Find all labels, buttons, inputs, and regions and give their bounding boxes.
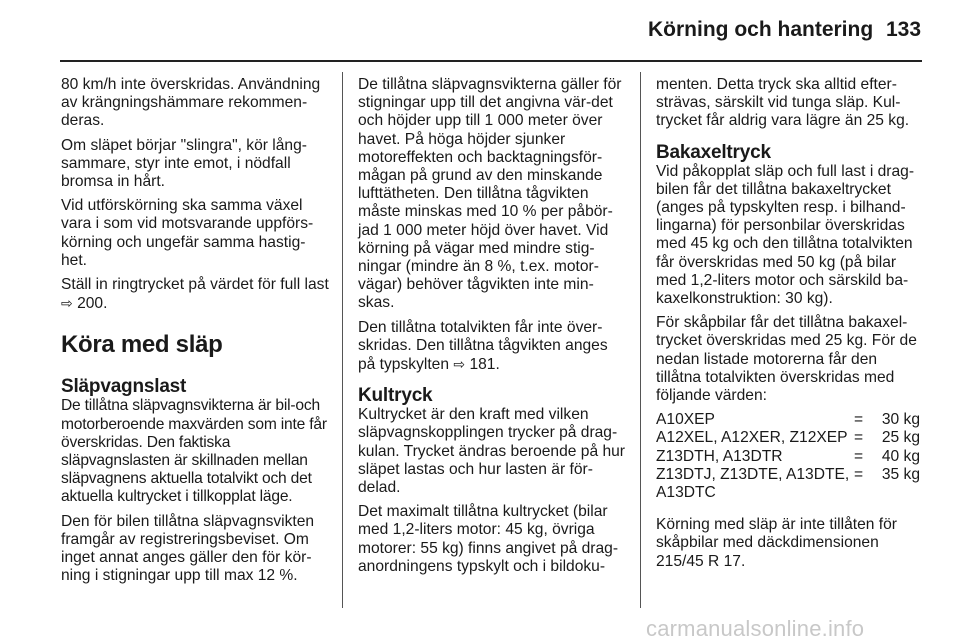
page-header	[0, 0, 960, 62]
subsection-heading: Släpvagnslast	[61, 376, 187, 398]
chapter-title: Körning och hantering	[648, 18, 874, 41]
page-number: 133	[886, 18, 922, 41]
equals-sign: =	[854, 411, 864, 429]
column-1	[61, 76, 329, 591]
page-reference-arrow-icon: ⇨	[61, 295, 73, 312]
paragraph: De tillåtna släpvagnsvikterna är bil-och motorberoende maxvärden som inte får överskridas. Den faktiska släpvagnslasten är skillnaden mellan släpvagnens aktuella totalvikt och det aktuella kultrycket i tillkopplat läge.	[61, 397, 327, 506]
page-reference-arrow-icon: ⇨	[453, 356, 466, 373]
paragraph: Om släpet börjar "slingra", kör lång-sammare, styr inte emot, i nödfall bromsa in hårt.	[61, 136, 307, 191]
equals-sign: =	[854, 447, 864, 465]
subsection-heading: Kultryck	[358, 385, 433, 407]
paragraph: Det maximalt tillåtna kultrycket (bilar med 1,2-liters motor: 45 kg, övriga motorer: 55 kg) finns angivet på drag-anordningens typskylt och i bildoku-	[358, 503, 619, 575]
paragraph: För skåpbilar får det tillåtna bakaxel-trycket överskridas med 25 kg. För de nedan listade motorerna får den tillåtna totalvikten överskridas med följande värden:	[656, 314, 917, 405]
paragraph: Kultrycket är den kraft med vilken släpvagnskopplingen trycker på drag-kulan. Trycket ändras beroende på hur släpet lastas och hur lasten är för-delad.	[358, 406, 625, 497]
paragraph: menten. Detta tryck ska alltid efter-strävas, särskilt vid tunga släp. Kul-trycket får aldrig vara lägre än 25 kg.	[656, 76, 910, 130]
paragraph	[61, 276, 329, 313]
engine-models: A12XEL, A12XER, Z12XEP	[656, 429, 848, 447]
engine-models: Z13DTJ, Z13DTE, A13DTE, A13DTC	[656, 465, 850, 502]
column-3	[656, 76, 924, 577]
equals-sign: =	[854, 429, 864, 447]
paragraph: De tillåtna släpvagnsvikterna gäller för stigningar upp till det angivna vär-det och höjder upp till 1 000 meter över havet. På höga höjder sjunker motoreffekten och backtagningsför-mågan på grund av den minskande lufttätheten. Den tillåtna tågvikten måste minskas med 10 % per påbör-jad 1 000 meter höjd över havet. Vid körning på vägar med mindre stig-ningar (mindre än 8 %, t.ex. motor-vägar) behöver tågvikten inte min-skas.	[358, 76, 622, 312]
table-row	[656, 448, 920, 466]
weight-value: 30 kg	[881, 411, 920, 429]
header-rule	[60, 60, 922, 62]
column-divider-1	[342, 72, 343, 608]
page-reference[interactable]: 200.	[77, 295, 108, 313]
paragraph: Körning med släp är inte tillåten för skåpbilar med däckdimensionen 215/45 R 17.	[656, 516, 897, 570]
paragraph: Vid påkopplat släp och full last i drag-bilen får det tillåtna bakaxeltrycket (anges på typskylten resp. i bilhand-lingarna) för personbilar överskridas med 45 kg och den tillåtna totalvikten får överskridas med 50 kg (på bilar med 1,2-liters motor och särskild ba-kaxelkonstruktion: 30 kg).	[656, 162, 915, 308]
weight-value: 35 kg	[881, 465, 920, 483]
column-divider-2	[640, 72, 641, 608]
paragraph	[358, 319, 628, 375]
paragraph: Den för bilen tillåtna släpvagnsvikten framgår av registreringsbeviset. Om inget annat anges gäller den för kör-ning i stigningar upp till max 12 %.	[61, 512, 315, 585]
column-2	[358, 76, 628, 582]
paragraph: 80 km/h inte överskridas. Användning av krängningshämmare rekommen-deras.	[61, 76, 321, 130]
table-row	[656, 411, 920, 429]
section-heading: Köra med släp	[61, 331, 223, 359]
table-row	[656, 429, 920, 447]
watermark: carmanualsonline.info	[646, 616, 865, 641]
paragraph: Vid utförskörning ska samma växel vara i som vid motsvarande uppförs-körning och ungefär samma hastig-het.	[61, 197, 314, 269]
weight-value: 40 kg	[881, 447, 920, 465]
page-reference[interactable]: 181.	[469, 356, 500, 374]
equals-sign: =	[854, 465, 864, 483]
paragraph-text: Den tillåtna totalvikten får inte över-skridas. Den tillåtna tågvikten anges på typskylten	[358, 318, 608, 374]
paragraph-text: Ställ in ringtrycket på värdet för full last	[61, 276, 329, 294]
engine-models: A10XEP	[656, 411, 715, 429]
weight-value: 25 kg	[881, 429, 920, 447]
table-row	[656, 466, 920, 502]
weight-limits-table	[656, 411, 920, 502]
subsection-heading: Bakaxeltryck	[656, 141, 771, 163]
engine-models: Z13DTH, A13DTR	[656, 447, 783, 465]
